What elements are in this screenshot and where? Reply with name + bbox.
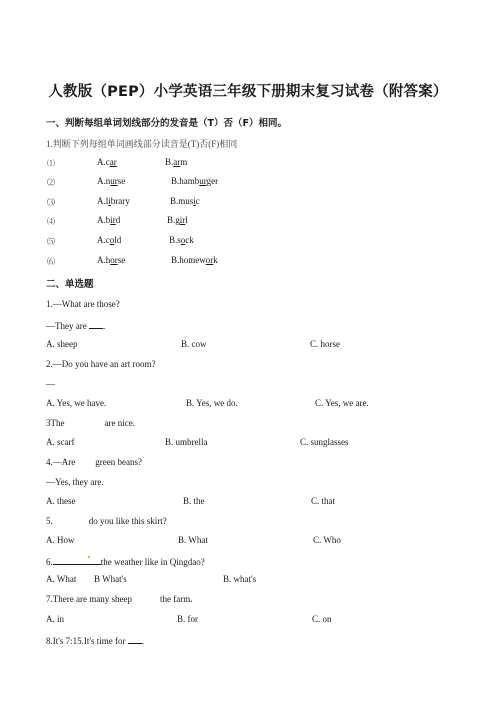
q4-option-a: A. these [46, 496, 76, 506]
row-number: ⑵ [47, 178, 55, 187]
q7-option-a: A. in [46, 614, 64, 624]
underlined-letters: ur [110, 176, 118, 186]
underlined-letters: o [180, 235, 186, 245]
q1-stem2: —They are . [46, 321, 106, 331]
q6-option-c: B. what's [223, 574, 257, 584]
q3-option-c: C. sunglasses [300, 437, 349, 447]
q6-stem: 6. the weather like in Qingdao? [46, 557, 205, 567]
underlined-letters: o [109, 235, 115, 245]
underlined-letters: or [205, 255, 214, 265]
underlined-letters: or [110, 255, 118, 265]
q4-option-c: C. that [311, 496, 335, 506]
q4-stem2: —Yes, they are. [46, 477, 104, 487]
row-number: ⑶ [47, 198, 55, 207]
q2-option-a: A. Yes, we have. [46, 398, 107, 408]
word-option-a: A.horse [97, 255, 126, 265]
underlined-letters: i [108, 196, 111, 206]
word-option-b: B.hamburger [171, 176, 219, 186]
section1-heading: 一、判断每组单词划线部分的发音是（T）否（F）相同。 [46, 118, 287, 129]
q5-stem: 5. do you like this skirt? [46, 516, 167, 526]
row-number: ⑸ [47, 237, 55, 246]
q2-stem2: — [46, 379, 55, 389]
q2-option-b: B. Yes, we do. [186, 398, 238, 408]
q1-option-c: C. horse [310, 339, 340, 349]
q6-option-a: A. What [46, 574, 77, 584]
word-option-a: A.car [97, 157, 117, 167]
q4-stem: 4.—Are green beans? [46, 457, 142, 467]
underlined-letters: ir [179, 215, 186, 225]
q3-stem: 3The are nice. [46, 418, 135, 428]
word-option-b: B.arm [165, 157, 188, 167]
decorative-dot [88, 556, 90, 558]
row-number: ⑹ [47, 257, 55, 266]
underlined-letters: i [193, 196, 196, 206]
q4-option-b: B. the [183, 496, 205, 506]
q3-option-a: A. scarf [46, 437, 75, 447]
word-option-b: B.music [170, 196, 200, 206]
q5-option-b: B. What [178, 535, 208, 545]
q7-option-c: C. on [312, 614, 332, 624]
q3-option-b: B. umbrella [165, 437, 208, 447]
underlined-letters: ur [199, 176, 207, 186]
q1-stem: 1.—What are those? [46, 299, 120, 309]
word-option-a: A.library [97, 196, 130, 206]
word-option-a: A.bird [97, 215, 121, 225]
row-number: ⑴ [47, 159, 55, 168]
word-option-a: A.cold [97, 235, 122, 245]
q2-option-c: C. Yes, we are. [315, 398, 369, 408]
underlined-letters: ar [109, 157, 117, 167]
row-number: ⑷ [47, 217, 55, 226]
underlined-letters: ar [173, 157, 181, 167]
word-option-b: B.girl [167, 215, 188, 225]
q5-option-a: A. How [46, 535, 75, 545]
page-title: 人教版（PEP）小学英语三年级下册期末复习试卷（附答案） [48, 84, 448, 100]
word-option-b: B.homework [171, 255, 218, 265]
q7-stem: 7.There are many sheep the farm. [46, 594, 193, 604]
section1-instruction: 1.判断下列每组单词画线部分读音是(T)否(F)相同 [46, 139, 238, 149]
q6-option-b: B What's [94, 574, 127, 584]
q7-option-b: B. for [177, 614, 198, 624]
underlined-letters: ir [110, 215, 116, 225]
q2-stem: 2.—Do you have an art room? [46, 359, 156, 369]
section2-heading: 二、单选题 [46, 279, 94, 290]
q8-stem: 8.It's 7:15.It's time for . [46, 636, 144, 646]
q1-option-b: B. cow [181, 339, 207, 349]
q5-option-c: C. Who [313, 535, 341, 545]
word-option-b: B.sock [169, 235, 194, 245]
q1-option-a: A. sheep [46, 339, 78, 349]
word-option-a: A.nurse [97, 176, 126, 186]
